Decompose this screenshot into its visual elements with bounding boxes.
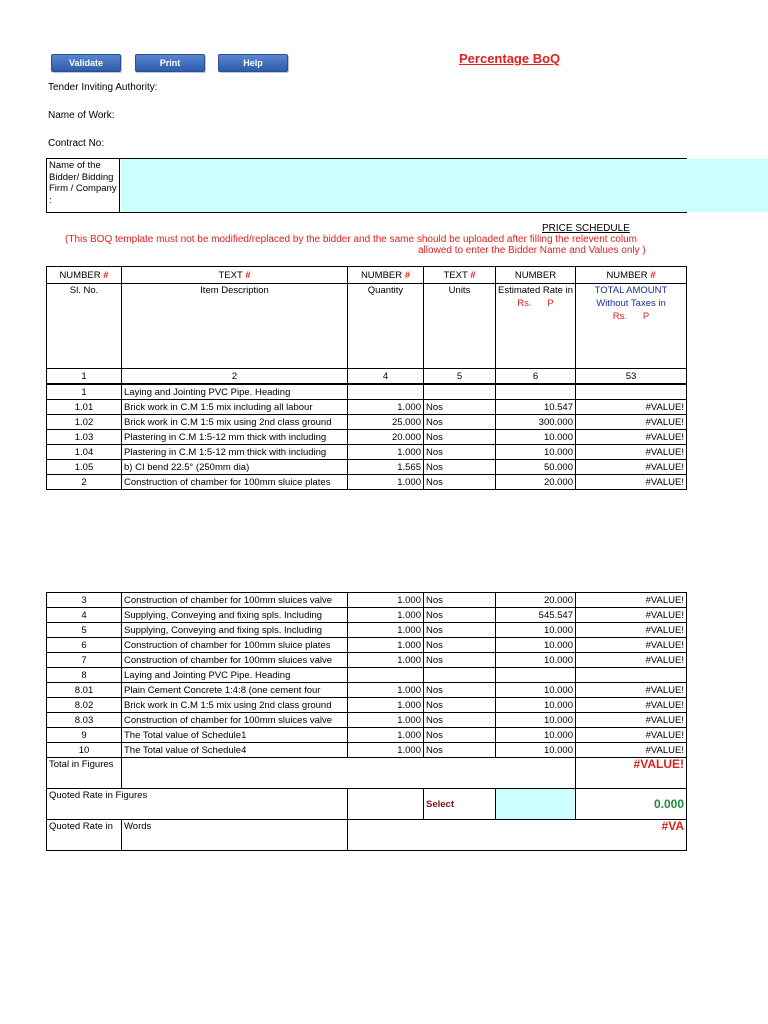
- total-amount-sub: Without Taxes in: [596, 298, 666, 309]
- sl-no-cell: 9: [47, 728, 122, 743]
- estimated-rate-cell[interactable]: [496, 668, 576, 683]
- sl-no-cell: 6: [47, 638, 122, 653]
- table-row: [47, 623, 687, 638]
- estimated-rate-cell[interactable]: 20.000: [496, 475, 576, 490]
- estimated-rate-cell[interactable]: 10.000: [496, 683, 576, 698]
- quoted-figures-value: 0.000: [576, 789, 687, 820]
- price-schedule-block: [48, 212, 768, 262]
- total-amount-cell: #VALUE!: [576, 698, 687, 713]
- col-number: 1: [47, 369, 122, 384]
- table-row: [47, 713, 687, 728]
- boq-items-table-a: [46, 384, 687, 490]
- sl-no-cell: 1.01: [47, 400, 122, 415]
- units-cell: Nos: [424, 460, 496, 475]
- estimated-rate-header: [496, 284, 576, 369]
- boq-items-table-b: [46, 592, 687, 758]
- select-dropdown[interactable]: Select: [424, 789, 496, 820]
- table-row: [47, 475, 687, 490]
- col-number: 5: [424, 369, 496, 384]
- total-figures-value: #VALUE!: [576, 758, 687, 789]
- quantity-cell: 1.000: [348, 728, 424, 743]
- item-description-cell: Construction of chamber for 100mm sluice plates: [122, 475, 348, 490]
- quantity-cell: 1.000: [348, 743, 424, 758]
- estimated-rate-unit: Rs. P: [517, 298, 554, 309]
- units-cell: Nos: [424, 728, 496, 743]
- estimated-rate-cell[interactable]: 10.000: [496, 698, 576, 713]
- units-cell: [424, 668, 496, 683]
- table-row: [47, 638, 687, 653]
- units-cell: Nos: [424, 475, 496, 490]
- table-row: [47, 430, 687, 445]
- sl-no-cell: 2: [47, 475, 122, 490]
- estimated-rate-cell[interactable]: 10.000: [496, 445, 576, 460]
- units-cell: Nos: [424, 593, 496, 608]
- total-figures-spacer: [122, 758, 576, 789]
- units-cell: Nos: [424, 638, 496, 653]
- total-figures-label: Total in Figures: [47, 758, 122, 789]
- total-amount-header: [576, 284, 687, 369]
- estimated-rate-cell[interactable]: 50.000: [496, 460, 576, 475]
- total-amount-cell: #VALUE!: [576, 460, 687, 475]
- quantity-cell: 20.000: [348, 430, 424, 445]
- table-row: [47, 743, 687, 758]
- sl-no-header: Sl. No.: [47, 284, 122, 369]
- quoted-words-value: #VA: [348, 820, 687, 851]
- total-figures-row: [47, 758, 687, 789]
- total-amount-label: TOTAL AMOUNT: [594, 285, 668, 296]
- help-button[interactable]: Help: [218, 54, 288, 72]
- item-description-cell: Plastering in C.M 1:5-12 mm thick with including: [122, 445, 348, 460]
- quoted-words-label-a: Quoted Rate in: [47, 820, 122, 851]
- quantity-cell: 1.000: [348, 683, 424, 698]
- item-description-cell: Laying and Jointing PVC Pipe. Heading: [122, 385, 348, 400]
- type-row: [47, 267, 687, 284]
- price-schedule-note-1: (This BOQ template must not be modified/replaced by the bidder and the same should be uploaded after filling the relevent colum: [65, 234, 637, 245]
- total-amount-cell: #VALUE!: [576, 475, 687, 490]
- sl-no-cell: 8.03: [47, 713, 122, 728]
- price-schedule-note-2: allowed to enter the Bidder Name and Values only ): [418, 245, 646, 256]
- estimated-rate-cell[interactable]: 10.000: [496, 743, 576, 758]
- total-amount-cell: #VALUE!: [576, 638, 687, 653]
- item-description-cell: The Total value of Schedule1: [122, 728, 348, 743]
- col-number: 4: [348, 369, 424, 384]
- type-cell: NUMBER #: [47, 267, 122, 284]
- estimated-rate-cell[interactable]: 10.000: [496, 638, 576, 653]
- total-amount-cell: #VALUE!: [576, 400, 687, 415]
- sl-no-cell: 1.05: [47, 460, 122, 475]
- validate-button[interactable]: Validate: [51, 54, 121, 72]
- quantity-cell: 1.000: [348, 608, 424, 623]
- type-cell: TEXT #: [122, 267, 348, 284]
- sl-no-cell: 8: [47, 668, 122, 683]
- total-amount-cell: #VALUE!: [576, 623, 687, 638]
- units-cell: Nos: [424, 445, 496, 460]
- item-description-cell: Brick work in C.M 1:5 mix using 2nd class ground: [122, 415, 348, 430]
- table-row: [47, 668, 687, 683]
- column-header-row: [47, 284, 687, 369]
- estimated-rate-cell[interactable]: 10.547: [496, 400, 576, 415]
- quoted-rate-input[interactable]: [496, 789, 576, 820]
- total-amount-cell: #VALUE!: [576, 743, 687, 758]
- table-row: [47, 400, 687, 415]
- estimated-rate-cell[interactable]: 545.547: [496, 608, 576, 623]
- estimated-rate-label: Estimated Rate in: [498, 285, 573, 296]
- totals-table: [46, 757, 687, 851]
- col-number: 6: [496, 369, 576, 384]
- quantity-cell: 1.000: [348, 638, 424, 653]
- sl-no-cell: 8.02: [47, 698, 122, 713]
- type-cell: TEXT #: [424, 267, 496, 284]
- bidder-name-input[interactable]: [121, 159, 768, 212]
- quantity-cell: 1.000: [348, 593, 424, 608]
- units-cell: Nos: [424, 400, 496, 415]
- units-cell: Nos: [424, 653, 496, 668]
- table-row: [47, 593, 687, 608]
- quantity-cell: [348, 385, 424, 400]
- quantity-cell: 25.000: [348, 415, 424, 430]
- column-number-row: [47, 369, 687, 384]
- units-cell: Nos: [424, 430, 496, 445]
- total-amount-cell: #VALUE!: [576, 713, 687, 728]
- quantity-cell: 1.000: [348, 698, 424, 713]
- sl-no-cell: 4: [47, 608, 122, 623]
- name-of-work-label: Name of Work:: [48, 110, 115, 121]
- quoted-figures-label: Quoted Rate in Figures: [47, 789, 348, 820]
- quantity-cell: [348, 668, 424, 683]
- item-description-cell: Construction of chamber for 100mm sluices valve: [122, 593, 348, 608]
- contract-no-label: Contract No:: [48, 138, 105, 149]
- type-cell: NUMBER: [496, 267, 576, 284]
- total-amount-cell: #VALUE!: [576, 608, 687, 623]
- item-description-cell: Plain Cement Concrete 1:4:8 (one cement four: [122, 683, 348, 698]
- estimated-rate-cell[interactable]: 300.000: [496, 415, 576, 430]
- table-row: [47, 698, 687, 713]
- quantity-cell: 1.565: [348, 460, 424, 475]
- item-description-cell: Construction of chamber for 100mm sluices valve: [122, 713, 348, 728]
- sl-no-cell: 5: [47, 623, 122, 638]
- units-cell: Nos: [424, 415, 496, 430]
- total-amount-unit: Rs. P: [612, 311, 650, 322]
- item-description-cell: Supplying, Conveying and fixing spls. Including: [122, 623, 348, 638]
- item-description-cell: Brick work in C.M 1:5 mix using 2nd class ground: [122, 698, 348, 713]
- units-cell: Nos: [424, 713, 496, 728]
- quoted-words-label-b: Words: [122, 820, 348, 851]
- sl-no-cell: 8.01: [47, 683, 122, 698]
- table-row: [47, 608, 687, 623]
- quoted-words-row: [47, 820, 687, 851]
- table-row: [47, 653, 687, 668]
- units-cell: Nos: [424, 698, 496, 713]
- type-cell: NUMBER #: [576, 267, 687, 284]
- bidder-block: [46, 158, 687, 213]
- units-cell: Nos: [424, 608, 496, 623]
- tender-authority-label: Tender Inviting Authority:: [48, 82, 158, 93]
- print-button[interactable]: Print: [135, 54, 205, 72]
- col-number: 2: [122, 369, 348, 384]
- col-number: 53: [576, 369, 687, 384]
- sl-no-cell: 3: [47, 593, 122, 608]
- estimated-rate-cell[interactable]: [496, 385, 576, 400]
- sl-no-cell: 10: [47, 743, 122, 758]
- item-description-header: Item Description: [122, 284, 348, 369]
- sl-no-cell: 1.02: [47, 415, 122, 430]
- table-row: [47, 385, 687, 400]
- units-cell: [424, 385, 496, 400]
- units-cell: Nos: [424, 743, 496, 758]
- sl-no-cell: 1: [47, 385, 122, 400]
- total-amount-cell: #VALUE!: [576, 653, 687, 668]
- total-amount-cell: [576, 385, 687, 400]
- quantity-cell: 1.000: [348, 445, 424, 460]
- estimated-rate-cell[interactable]: 10.000: [496, 713, 576, 728]
- total-amount-cell: #VALUE!: [576, 445, 687, 460]
- estimated-rate-cell[interactable]: 10.000: [496, 430, 576, 445]
- item-description-cell: Supplying, Conveying and fixing spls. Including: [122, 608, 348, 623]
- quoted-figures-row: [47, 789, 687, 820]
- sl-no-cell: 1.03: [47, 430, 122, 445]
- table-row: [47, 445, 687, 460]
- quantity-cell: 1.000: [348, 475, 424, 490]
- table-row: [47, 683, 687, 698]
- type-cell: NUMBER #: [348, 267, 424, 284]
- item-description-cell: Laying and Jointing PVC Pipe. Heading: [122, 668, 348, 683]
- page-title: Percentage BoQ: [459, 51, 561, 66]
- table-row: [47, 415, 687, 430]
- item-description-cell: The Total value of Schedule4: [122, 743, 348, 758]
- total-amount-cell: #VALUE!: [576, 593, 687, 608]
- total-amount-cell: #VALUE!: [576, 683, 687, 698]
- item-description-cell: Brick work in C.M 1:5 mix including all labour: [122, 400, 348, 415]
- units-cell: Nos: [424, 623, 496, 638]
- estimated-rate-cell[interactable]: 10.000: [496, 653, 576, 668]
- quoted-figures-spacer: [348, 789, 424, 820]
- sl-no-cell: 7: [47, 653, 122, 668]
- quantity-cell: 1.000: [348, 713, 424, 728]
- units-header: Units: [424, 284, 496, 369]
- sl-no-cell: 1.04: [47, 445, 122, 460]
- quantity-cell: 1.000: [348, 400, 424, 415]
- total-amount-cell: #VALUE!: [576, 415, 687, 430]
- units-cell: Nos: [424, 683, 496, 698]
- total-amount-cell: #VALUE!: [576, 728, 687, 743]
- bidder-label: Name of the Bidder/ Bidding Firm / Company :: [47, 159, 120, 212]
- quantity-header: Quantity: [348, 284, 424, 369]
- estimated-rate-cell[interactable]: 20.000: [496, 593, 576, 608]
- item-description-cell: Construction of chamber for 100mm sluice plates: [122, 638, 348, 653]
- table-row: [47, 728, 687, 743]
- total-amount-cell: #VALUE!: [576, 430, 687, 445]
- quantity-cell: 1.000: [348, 653, 424, 668]
- item-description-cell: b) CI bend 22.5° (250mm dia): [122, 460, 348, 475]
- price-schedule-heading: PRICE SCHEDULE: [542, 223, 630, 234]
- estimated-rate-cell[interactable]: 10.000: [496, 728, 576, 743]
- item-description-cell: Construction of chamber for 100mm sluices valve: [122, 653, 348, 668]
- item-description-cell: Plastering in C.M 1:5-12 mm thick with including: [122, 430, 348, 445]
- boq-header-table: [46, 266, 687, 384]
- quantity-cell: 1.000: [348, 623, 424, 638]
- estimated-rate-cell[interactable]: 10.000: [496, 623, 576, 638]
- table-row: [47, 460, 687, 475]
- total-amount-cell: [576, 668, 687, 683]
